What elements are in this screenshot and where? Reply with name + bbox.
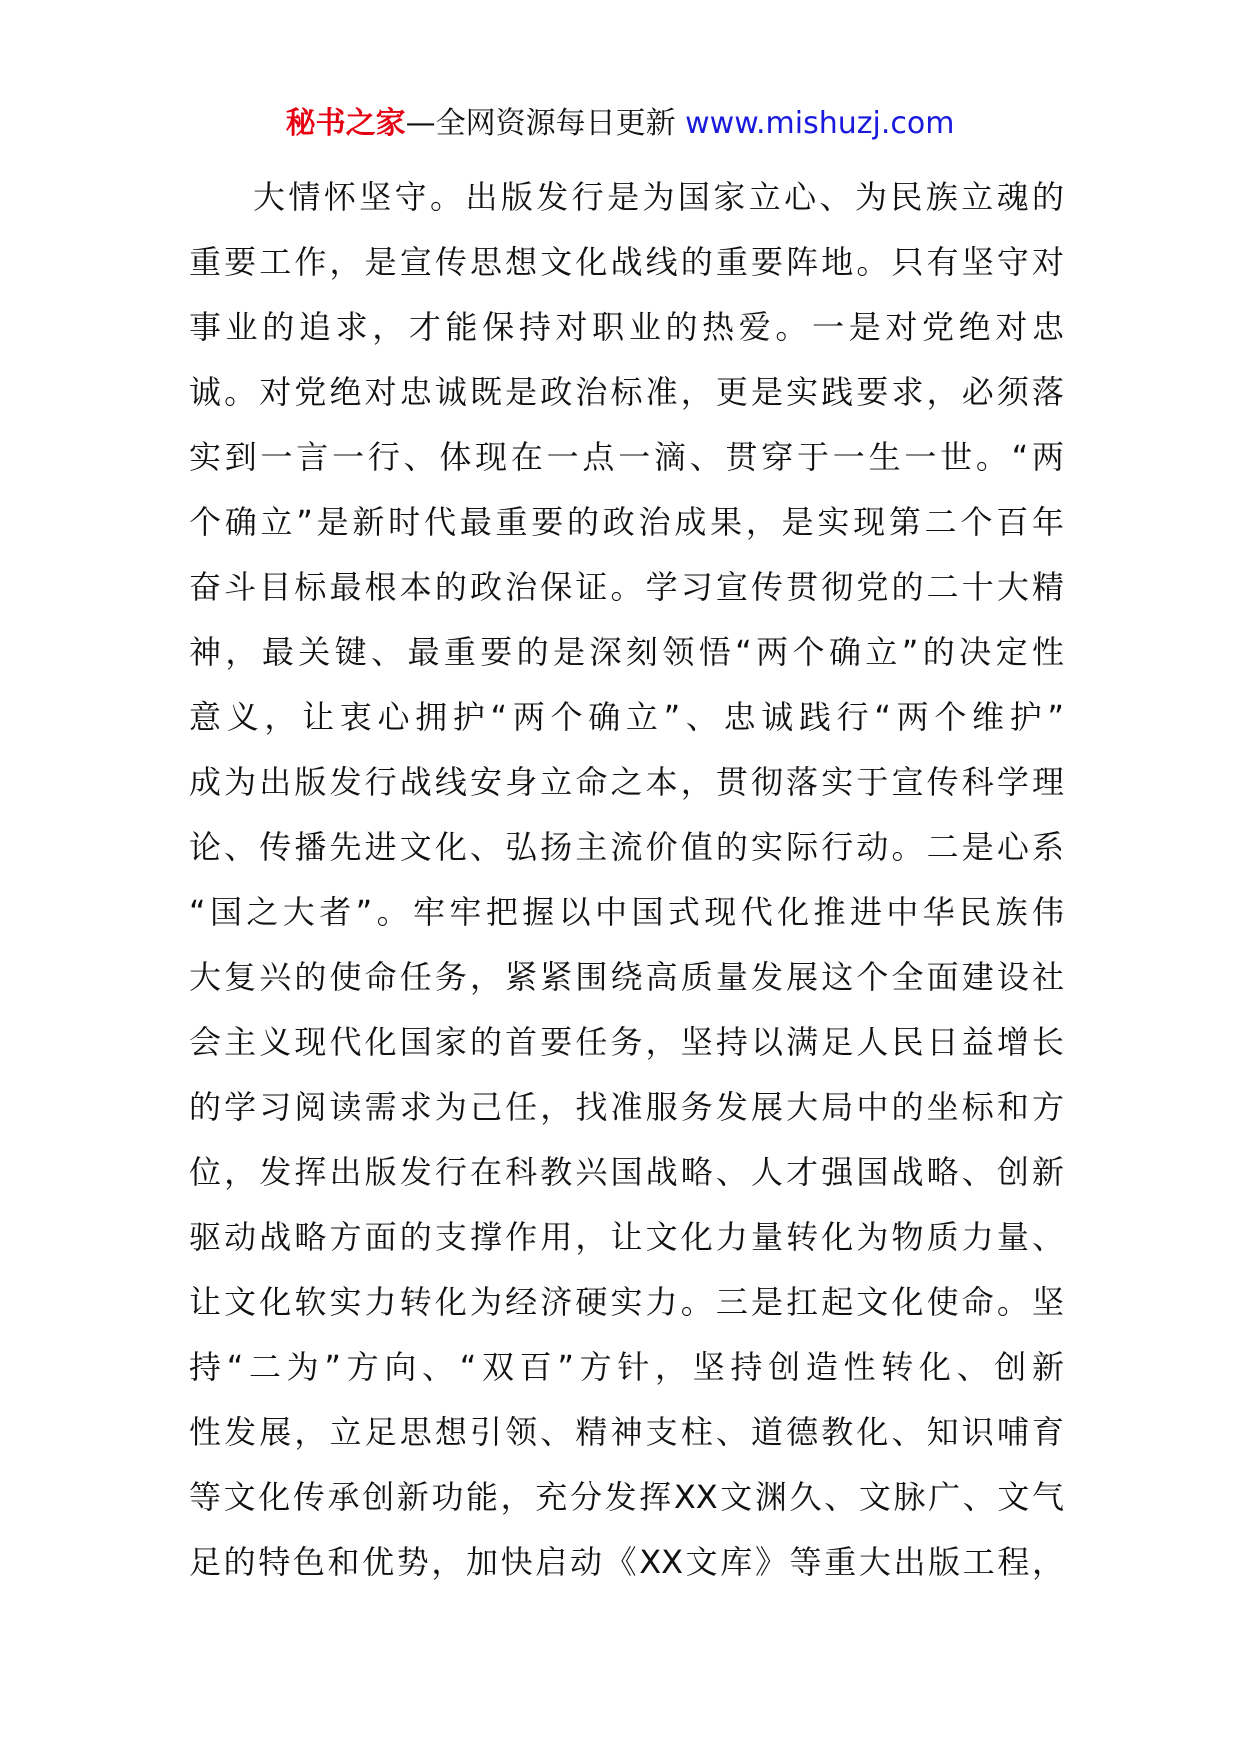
body-line: 位，发挥出版发行在科教兴国战略、人才强国战略、创新 — [189, 1153, 1064, 1191]
body-line: “国之大者”。牢牢把握以中国式现代化推进中华民族伟 — [189, 893, 1064, 931]
body-line: 奋斗目标最根本的政治保证。学习宣传贯彻党的二十大精 — [189, 568, 1064, 606]
body-line: 成为出版发行战线安身立命之本，贯彻落实于宣传科学理 — [189, 763, 1064, 801]
body-line: 等文化传承创新功能，充分发挥XX文渊久、文脉广、文气 — [189, 1478, 1064, 1516]
body-line: 论、传播先进文化、弘扬主流价值的实际行动。二是心系 — [189, 828, 1064, 866]
body-line: 诚。对党绝对忠诚既是政治标准，更是实践要求，必须落 — [189, 373, 1064, 411]
body-line: 大情怀坚守。出版发行是为国家立心、为民族立魂的 — [253, 178, 1064, 216]
body-line: 实到一言一行、体现在一点一滴、贯穿于一生一世。“两 — [189, 438, 1064, 476]
body-line: 会主义现代化国家的首要任务，坚持以满足人民日益增长 — [189, 1023, 1064, 1061]
body-line: 驱动战略方面的支撑作用，让文化力量转化为物质力量、 — [189, 1218, 1064, 1256]
document-body — [189, 165, 1064, 1595]
brand-name: 秘书之家 — [285, 106, 406, 141]
body-line: 足的特色和优势，加快启动《XX文库》等重大出版工程， — [189, 1543, 1064, 1581]
body-line: 重要工作，是宣传思想文化战线的重要阵地。只有坚守对 — [189, 243, 1064, 281]
body-line: 意义，让衷心拥护“两个确立”、忠诚践行“两个维护” — [189, 698, 1064, 736]
site-url-link[interactable]: www.mishuzj.com — [685, 106, 955, 141]
body-line: 事业的追求，才能保持对职业的热爱。一是对党绝对忠 — [189, 308, 1064, 346]
header-tagline: —全网资源每日更新 — [405, 106, 676, 141]
page-header — [0, 100, 1240, 148]
body-line: 持“二为”方向、“双百”方针，坚持创造性转化、创新 — [189, 1348, 1064, 1386]
body-line: 的学习阅读需求为己任，找准服务发展大局中的坐标和方 — [189, 1088, 1064, 1126]
body-line: 大复兴的使命任务，紧紧围绕高质量发展这个全面建设社 — [189, 958, 1064, 996]
body-line: 个确立”是新时代最重要的政治成果，是实现第二个百年 — [189, 503, 1064, 541]
body-line: 神，最关键、最重要的是深刻领悟“两个确立”的决定性 — [189, 633, 1064, 671]
body-line: 让文化软实力转化为经济硬实力。三是扛起文化使命。坚 — [189, 1283, 1064, 1321]
body-line: 性发展，立足思想引领、精神支柱、道德教化、知识哺育 — [189, 1413, 1064, 1451]
